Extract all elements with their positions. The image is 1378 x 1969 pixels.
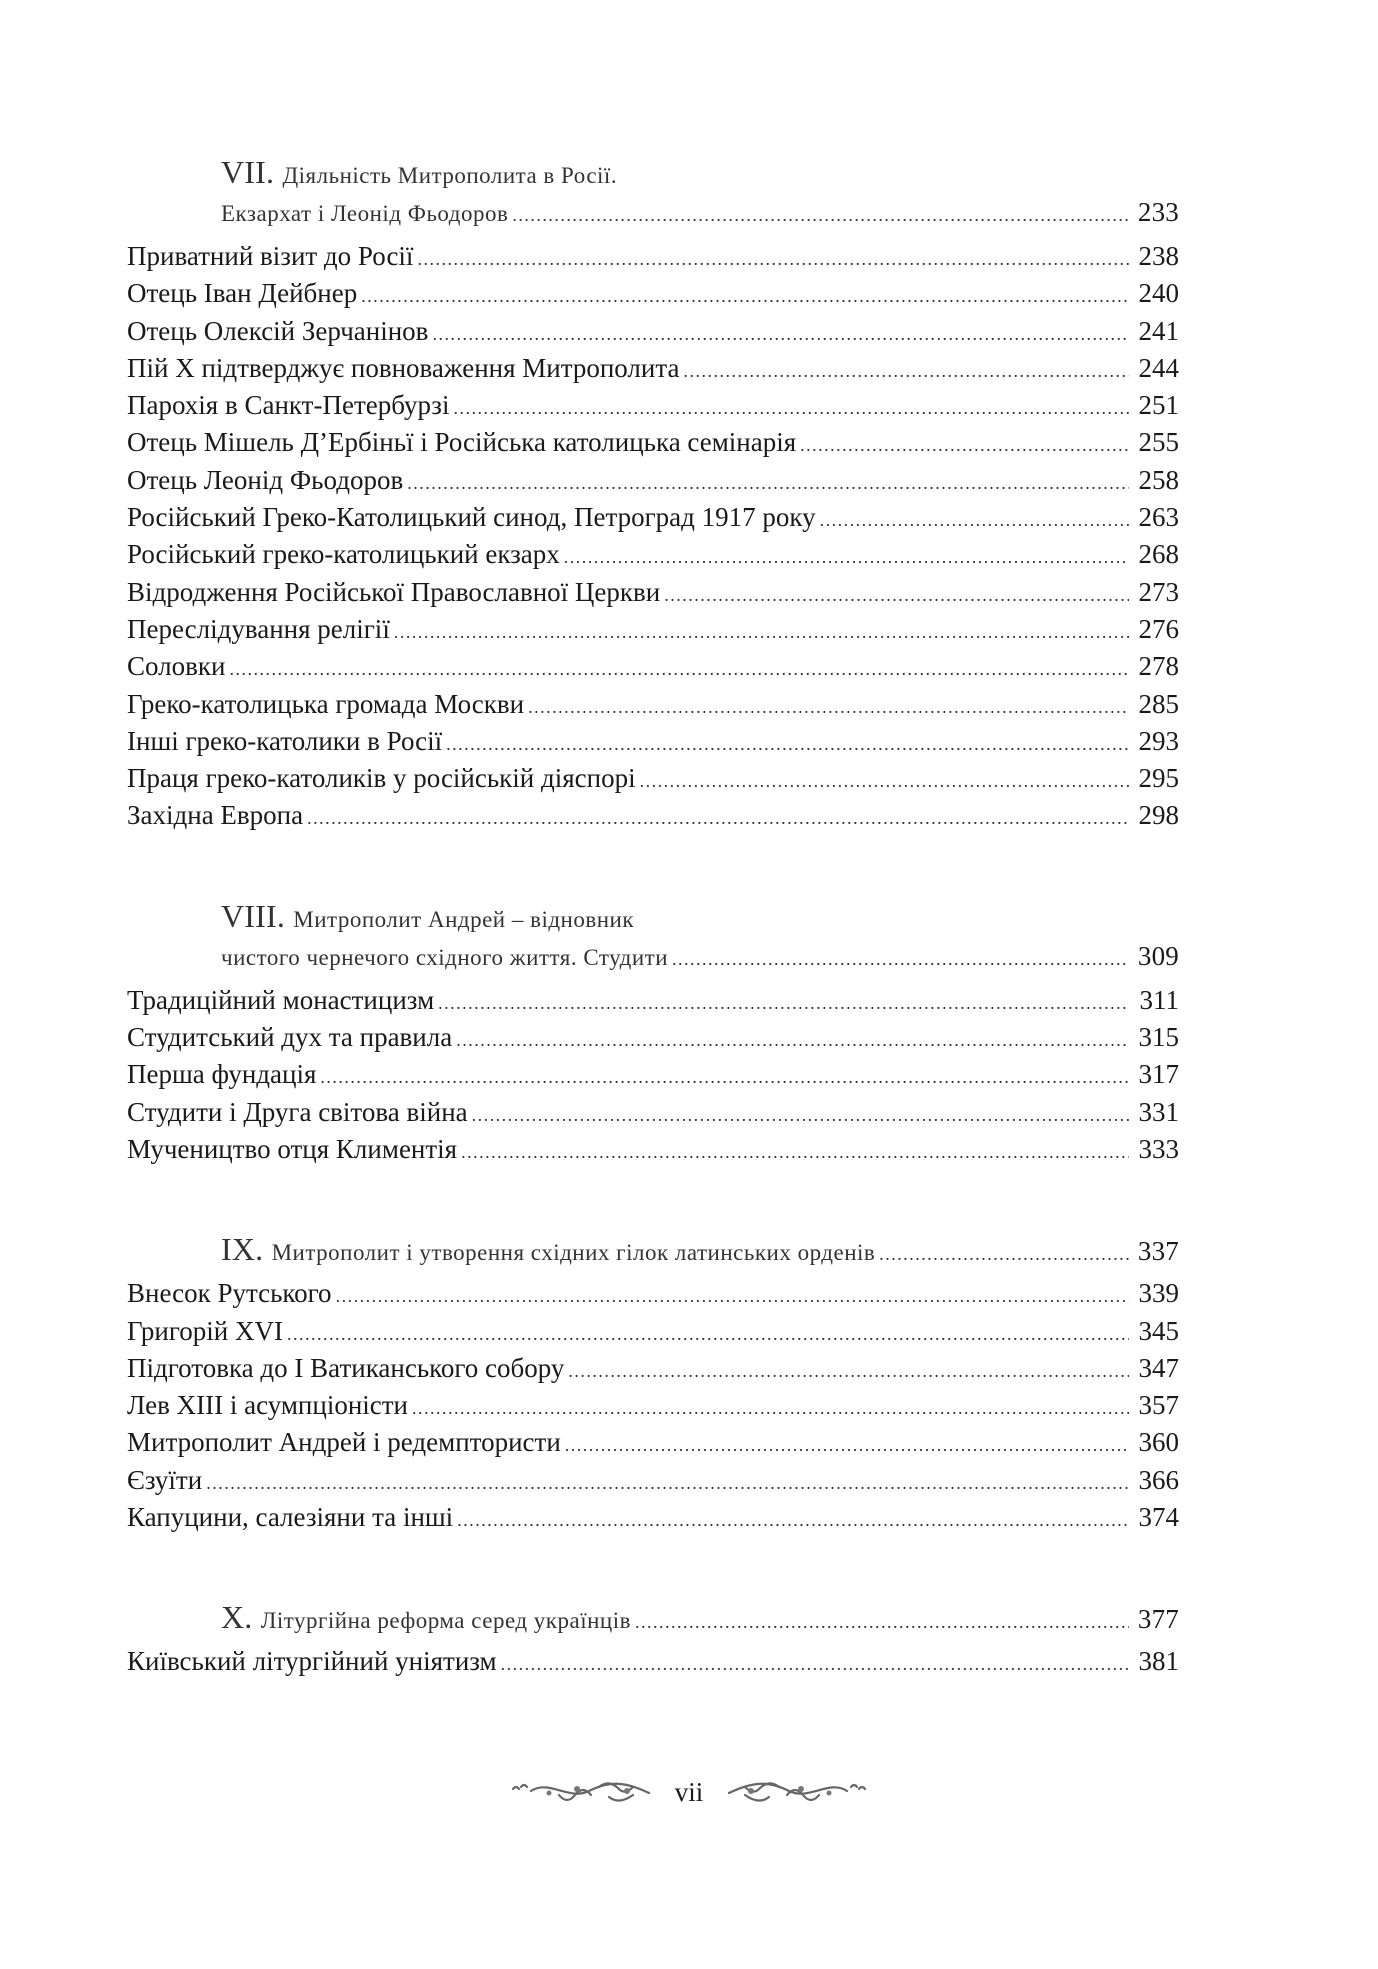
- chapter-title: [127, 896, 1187, 976]
- toc-entry-page: 317: [1138, 1059, 1179, 1090]
- toc-entry-page: 357: [1138, 1390, 1179, 1421]
- toc-entry-page: 263: [1138, 502, 1179, 533]
- toc-entry-title: Отець Леонід Фьодоров: [127, 464, 404, 495]
- toc-entry-page: 251: [1138, 390, 1179, 421]
- chapter-page-number: 233: [1137, 197, 1179, 227]
- toc-entry[interactable]: [127, 238, 1187, 275]
- dot-leader: [800, 427, 1129, 464]
- toc-entry-title: Отець Олексій Зерчанінов: [127, 315, 429, 346]
- toc-entry[interactable]: [127, 1387, 1187, 1424]
- toc-entry-page: 331: [1138, 1096, 1179, 1127]
- toc-entry-title: Греко-католицька громада Москви: [127, 688, 525, 719]
- toc-entry[interactable]: [127, 1462, 1187, 1499]
- dot-leader: [438, 985, 1129, 1022]
- toc-entry[interactable]: [127, 1131, 1187, 1168]
- dot-leader: [206, 1465, 1129, 1502]
- toc-entry[interactable]: [127, 350, 1187, 387]
- toc-entry-page: 276: [1138, 613, 1179, 644]
- toc-entry-page: 381: [1138, 1646, 1179, 1677]
- toc-entry-page: 273: [1138, 576, 1179, 607]
- dot-leader: [512, 195, 1129, 235]
- chapter-viii: [127, 896, 1187, 1168]
- toc-entry-page: 315: [1138, 1022, 1179, 1053]
- toc-entry[interactable]: [127, 686, 1187, 723]
- dot-leader: [683, 353, 1129, 390]
- toc-entry-title: Капуцини, салезіяни та інші: [127, 1502, 454, 1533]
- toc-entry[interactable]: [127, 723, 1187, 760]
- toc-entry-title: Переслідування релігії: [127, 613, 390, 644]
- toc-entry-title: Лев XIII і асумпціоністи: [127, 1390, 409, 1421]
- toc-entry[interactable]: [127, 1424, 1187, 1461]
- toc-entry-page: 366: [1138, 1464, 1179, 1495]
- dot-leader: [635, 1602, 1129, 1642]
- chapter-title-line1: Митрополит Андрей – відновник: [293, 906, 635, 932]
- toc-entry-page: 295: [1138, 763, 1179, 794]
- dot-leader: [879, 1234, 1129, 1274]
- chapter-numeral: VII.: [221, 154, 275, 190]
- toc-entry-page: 374: [1138, 1502, 1179, 1533]
- toc-entry-page: 238: [1138, 241, 1179, 271]
- dot-leader: [336, 1278, 1129, 1315]
- chapter-title-line2: чистого чернечого східного життя. Студити: [221, 944, 669, 970]
- toc-entry-title: Єзуїти: [127, 1464, 203, 1495]
- toc-entry-page: 345: [1138, 1315, 1179, 1346]
- dot-leader: [394, 614, 1129, 651]
- flourish-ornament-icon: [509, 1775, 659, 1809]
- toc-entry-title: Перша фундація: [127, 1059, 317, 1090]
- toc-entry[interactable]: [127, 1056, 1187, 1093]
- toc-entry[interactable]: [127, 424, 1187, 461]
- toc-entry[interactable]: [127, 760, 1187, 797]
- toc-entry-title: Підготовка до І Ватиканського собору: [127, 1352, 565, 1383]
- chapter-numeral: X.: [221, 1599, 253, 1636]
- toc-entry[interactable]: [127, 797, 1187, 834]
- dot-leader: [501, 1646, 1129, 1683]
- dot-leader: [432, 316, 1129, 353]
- toc-entry[interactable]: [127, 387, 1187, 424]
- chapter-numeral: VIII.: [221, 897, 286, 934]
- flourish-ornament-icon: [719, 1775, 869, 1809]
- toc-entry-page: 240: [1138, 278, 1179, 309]
- toc-entry-title: Мучеництво отця Климентія: [127, 1133, 458, 1164]
- dot-leader: [453, 390, 1129, 427]
- toc-entry[interactable]: [127, 499, 1187, 536]
- toc-entry[interactable]: [127, 648, 1187, 685]
- toc-entry-title: Інші греко-католики в Росії: [127, 725, 443, 756]
- toc-entry-title: Студитський дух та правила: [127, 1022, 453, 1053]
- toc-entry-title: Київський літургійний уніятизм: [127, 1646, 497, 1677]
- toc-entry[interactable]: [127, 1350, 1187, 1387]
- toc-entry-title: Внесок Рутського: [127, 1278, 332, 1309]
- toc-entry-title: Отець Мішель Д’Ербіньї і Російська католицька семінарія: [127, 427, 797, 458]
- chapter-page-number: 377: [1137, 1604, 1179, 1635]
- toc-entry-page: 360: [1138, 1427, 1179, 1458]
- toc-entry-page: 244: [1138, 352, 1179, 383]
- toc-entry-title: Традиційний монастицизм: [127, 984, 435, 1015]
- toc-entry-page: 347: [1138, 1352, 1179, 1383]
- toc-entry[interactable]: [127, 1643, 1187, 1680]
- dot-leader: [472, 1097, 1129, 1134]
- toc-entry-title: Відродження Російської Православної Церкви: [127, 576, 661, 607]
- table-of-contents: [127, 152, 1187, 1742]
- toc-entry-title: Соловки: [127, 651, 226, 682]
- dot-leader: [456, 1022, 1129, 1059]
- chapter-title-line2: Екзархат і Леонід Фьодоров: [221, 201, 509, 226]
- chapter-title-line2: Митрополит і утворення східних гілок латинських орденів: [271, 1240, 876, 1266]
- toc-entry[interactable]: [127, 1094, 1187, 1131]
- dot-leader: [528, 689, 1129, 726]
- toc-entry-page: 285: [1138, 688, 1179, 719]
- toc-entry-title: Митрополит Андрей і редемптористи: [127, 1427, 561, 1458]
- dot-leader: [672, 939, 1129, 979]
- dot-leader: [640, 763, 1129, 800]
- toc-entry[interactable]: [127, 574, 1187, 611]
- toc-entry-page: 255: [1138, 427, 1179, 458]
- chapter-page-number: 309: [1137, 940, 1179, 971]
- toc-entry[interactable]: [127, 275, 1187, 312]
- chapter-page-number: 337: [1137, 1236, 1179, 1267]
- page-number: vii: [674, 1776, 704, 1807]
- chapter-title-line1: Діяльність Митрополита в Росії.: [282, 163, 618, 188]
- dot-leader: [412, 1390, 1129, 1427]
- page-footer: [0, 1767, 1378, 1817]
- toc-entry-title: Російський греко-католицький екзарх: [127, 539, 560, 570]
- chapter-vii: [127, 152, 1187, 835]
- toc-entry[interactable]: [127, 1499, 1187, 1536]
- toc-entry-title: Приватний візит до Росії: [127, 241, 414, 271]
- toc-entry[interactable]: [127, 536, 1187, 573]
- toc-entry-title: Григорій XVI: [127, 1315, 283, 1346]
- chapter-title: [127, 1229, 1187, 1269]
- toc-entry-title: Західна Европа: [127, 800, 304, 831]
- toc-entry-title: Пій Х підтверджує повноваження Митрополита: [127, 352, 680, 383]
- chapter-title: [127, 1597, 1187, 1637]
- dot-leader: [446, 726, 1129, 763]
- dot-leader: [320, 1059, 1129, 1096]
- toc-entry-title: Студити і Друга світова війна: [127, 1096, 468, 1127]
- chapter-title: [127, 152, 1187, 232]
- chapter-numeral: IX.: [221, 1231, 264, 1268]
- toc-entry-page: 278: [1138, 651, 1179, 682]
- toc-entry-page: 311: [1139, 984, 1179, 1015]
- dot-leader: [307, 800, 1129, 837]
- dot-leader: [461, 1134, 1129, 1171]
- dot-leader: [564, 539, 1129, 576]
- toc-entry[interactable]: [127, 1313, 1187, 1350]
- toc-entry[interactable]: [127, 611, 1187, 648]
- dot-leader: [407, 465, 1129, 502]
- toc-entry-title: Парохія в Санкт-Петербурзі: [127, 390, 450, 421]
- dot-leader: [229, 651, 1129, 688]
- toc-entry-page: 298: [1138, 800, 1179, 831]
- toc-entry[interactable]: [127, 982, 1187, 1019]
- dot-leader: [457, 1502, 1129, 1539]
- chapter-title-line2: Літургійна реформа серед українців: [260, 1608, 631, 1634]
- dot-leader: [287, 1316, 1129, 1353]
- toc-entry-page: 293: [1138, 725, 1179, 756]
- toc-entry-title: Праця греко-католиків у російській діяспорі: [127, 763, 636, 794]
- toc-entry-page: 268: [1138, 539, 1179, 570]
- toc-entry[interactable]: [127, 1019, 1187, 1056]
- dot-leader: [664, 577, 1129, 614]
- chapter-x: [127, 1597, 1187, 1680]
- toc-entry[interactable]: [127, 1275, 1187, 1312]
- toc-entry-page: 258: [1138, 464, 1179, 495]
- dot-leader: [568, 1353, 1129, 1390]
- toc-entry[interactable]: [127, 313, 1187, 350]
- dot-leader: [361, 278, 1129, 315]
- toc-entry-page: 333: [1138, 1133, 1179, 1164]
- toc-entry-page: 339: [1138, 1278, 1179, 1309]
- dot-leader: [565, 1427, 1129, 1464]
- dot-leader: [820, 502, 1129, 539]
- toc-entry[interactable]: [127, 462, 1187, 499]
- chapter-ix: [127, 1229, 1187, 1536]
- toc-entry-page: 241: [1138, 315, 1179, 346]
- toc-entry-title: Отець Іван Дейбнер: [127, 278, 358, 309]
- toc-entry-title: Російський Греко-Католицький синод, Петроград 1917 року: [127, 502, 816, 533]
- dot-leader: [417, 241, 1129, 278]
